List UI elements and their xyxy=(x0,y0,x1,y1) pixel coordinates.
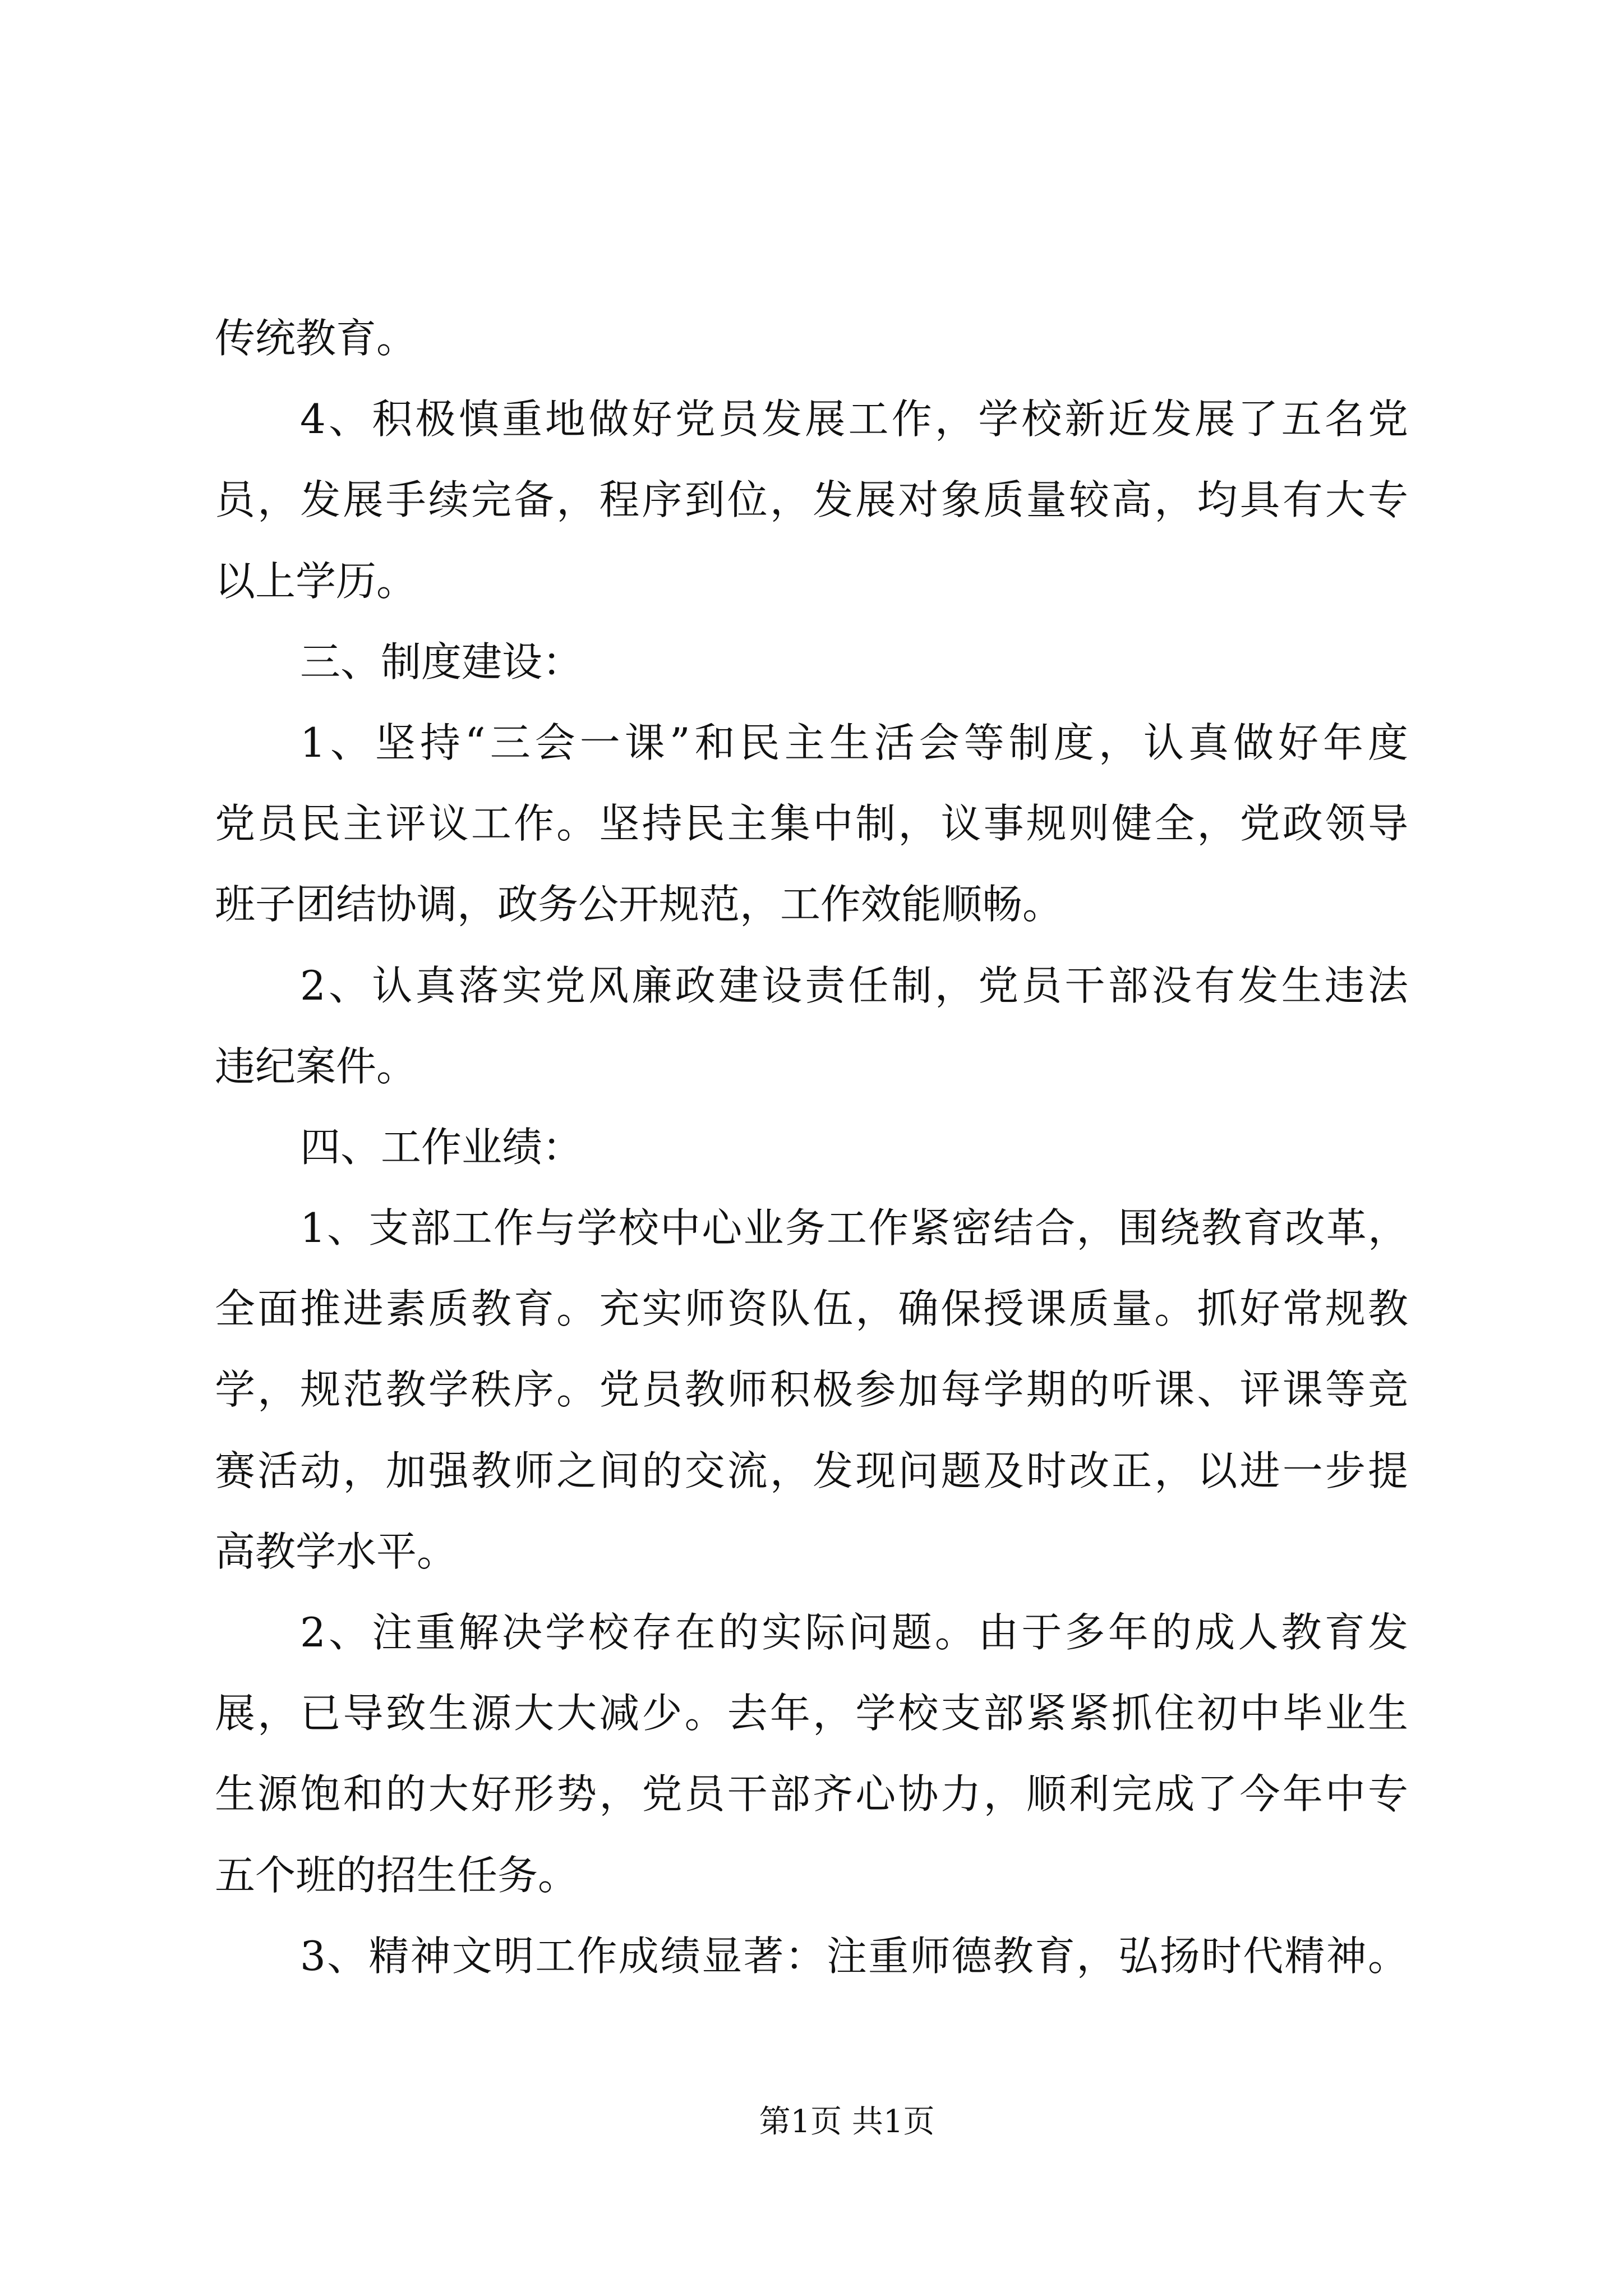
paragraph-line: 学，规范教学秩序。党员教师积极参加每学期的听课、评课等竞 xyxy=(215,1366,1408,1414)
paragraph-line: 五个班的招生任务。 xyxy=(215,1851,579,1899)
paragraph-line: 1、支部工作与学校中心业务工作紧密结合，围绕教育改革， xyxy=(300,1204,1408,1252)
paragraph xyxy=(215,945,1408,1107)
page-number-footer: 第1页 共1页 xyxy=(759,2104,935,2140)
paragraph xyxy=(215,1188,1408,1592)
paragraph-line: 生源饱和的大好形势，党员干部齐心协力，顺利完成了今年中专 xyxy=(215,1770,1408,1818)
paragraph-line: 四、工作业绩： xyxy=(300,1123,583,1171)
document-body xyxy=(215,298,1408,1996)
paragraph-line: 赛活动，加强教师之间的交流，发现问题及时改正，以进一步提 xyxy=(215,1447,1408,1494)
paragraph-line: 2、认真落实党风廉政建设责任制，党员干部没有发生违法 xyxy=(300,961,1408,1009)
paragraph-line: 三、制度建设： xyxy=(300,638,583,685)
paragraph-line: 3、精神文明工作成绩显著：注重师德教育，弘扬时代精神。 xyxy=(300,1932,1408,1980)
paragraph-line: 班子团结协调，政务公开规范，工作效能顺畅。 xyxy=(215,881,1063,928)
section-heading xyxy=(215,1107,1408,1188)
paragraph-line: 高教学水平。 xyxy=(215,1527,458,1575)
paragraph xyxy=(215,1592,1408,1916)
paragraph-line: 党员民主评议工作。坚持民主集中制，议事规则健全，党政领导 xyxy=(215,800,1408,848)
section-heading xyxy=(215,622,1408,702)
paragraph xyxy=(215,379,1408,622)
paragraph xyxy=(215,702,1408,945)
paragraph-line: 以上学历。 xyxy=(215,557,417,605)
paragraph-line: 全面推进素质教育。充实师资队伍，确保授课质量。抓好常规教 xyxy=(215,1285,1408,1333)
paragraph-line: 员，发展手续完备，程序到位，发展对象质量较高，均具有大专 xyxy=(215,476,1408,524)
paragraph-line: 传统教育。 xyxy=(215,315,417,362)
paragraph xyxy=(215,1916,1408,1996)
paragraph-line: 1、坚持“三会一课”和民主生活会等制度，认真做好年度 xyxy=(300,719,1408,766)
paragraph-line: 2、注重解决学校存在的实际问题。由于多年的成人教育发 xyxy=(300,1609,1408,1656)
paragraph-line: 展，已导致生源大大减少。去年，学校支部紧紧抓住初中毕业生 xyxy=(215,1690,1408,1737)
paragraph xyxy=(215,298,1408,379)
paragraph-line: 4、积极慎重地做好党员发展工作，学校新近发展了五名党 xyxy=(300,395,1408,443)
paragraph-line: 违纪案件。 xyxy=(215,1042,417,1090)
